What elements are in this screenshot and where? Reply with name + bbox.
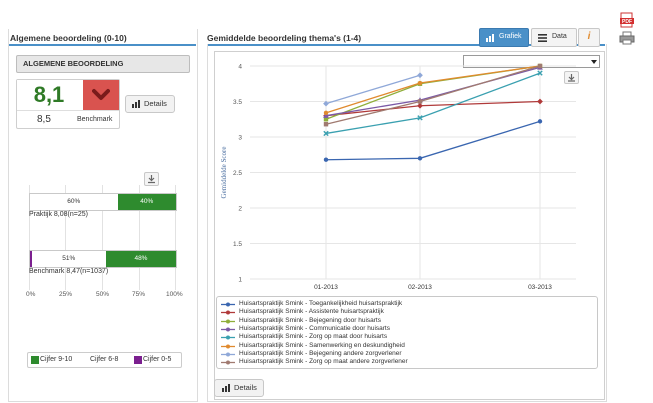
bar-chart-icon <box>132 100 140 108</box>
score-divider <box>17 110 119 111</box>
series-line <box>326 66 540 124</box>
legend-marker-icon <box>221 351 235 358</box>
y-tick-label: 3.5 <box>232 99 242 106</box>
data-point <box>418 81 422 85</box>
legend-item-label: Huisartspraktijk Smink - Bejegening door huisarts <box>239 316 381 324</box>
x-tick-label: 03-2013 <box>528 284 552 291</box>
data-point <box>324 122 328 126</box>
print-icon[interactable] <box>619 31 635 45</box>
chevron-down-icon <box>92 87 110 103</box>
legend-item-label: Huisartspraktijk Smink - Samenwerking en deskundigheid <box>239 341 405 349</box>
legend-marker-icon <box>221 326 235 333</box>
axis-tick: 50% <box>96 291 110 298</box>
benchmark-label: Benchmark <box>77 116 113 123</box>
legend-swatch-9-10 <box>31 356 39 364</box>
data-point <box>417 72 423 78</box>
info-icon[interactable]: i <box>578 28 600 47</box>
bar-chart-icon <box>222 384 230 392</box>
legend-swatch-0-5 <box>134 356 142 364</box>
legend-label-0-5: Cijfer 0-5 <box>143 356 172 363</box>
legend-marker-icon <box>221 301 235 308</box>
legend-item-label: Huisartspraktijk Smink - Toegankelijkheid huisartspraktijk <box>239 300 403 307</box>
data-point <box>324 111 328 115</box>
legend-marker-icon <box>221 318 235 325</box>
left-download-icon[interactable] <box>144 172 159 186</box>
legend-label-9-10: Cijfer 9-10 <box>40 356 73 363</box>
benchmark-bar-6-8: 51% <box>32 251 106 267</box>
right-panel-title: Gemiddelde beoordeling thema's (1-4) <box>207 33 362 43</box>
data-point <box>418 99 422 103</box>
legend-item-label: Huisartspraktijk Smink - Communicatie door huisarts <box>239 324 390 332</box>
x-tick-label: 02-2013 <box>408 284 432 291</box>
axis-tick: 0% <box>26 291 36 298</box>
pdf-export-icon[interactable] <box>619 12 635 28</box>
data-point <box>537 99 543 105</box>
right-details-label: Details <box>234 383 257 392</box>
data-point <box>324 158 328 162</box>
data-point <box>417 103 423 109</box>
overall-rating-header-label: ALGEMENE BEOORDELING <box>23 59 124 68</box>
axis-tick: 75% <box>132 291 146 298</box>
left-details-button[interactable] <box>125 95 175 113</box>
series-line <box>326 121 540 159</box>
y-tick-label: 1.5 <box>232 241 242 248</box>
legend-item-label: Huisartspraktijk Smink - Assistente huisartspraktijk <box>239 308 384 316</box>
series-line <box>326 67 540 115</box>
legend-item-label: Huisartspraktijk Smink - Bejegening andere zorgverlener <box>239 349 402 357</box>
y-tick-label: 2.5 <box>232 170 242 177</box>
list-icon <box>538 34 547 42</box>
overall-score: 8,1 <box>17 80 81 110</box>
axis-tick: 100% <box>166 291 183 298</box>
benchmark-distribution-bar <box>29 250 177 268</box>
series-line <box>326 66 540 119</box>
legend-item-label: Huisartspraktijk Smink - Zorg op maat door huisarts <box>239 333 388 341</box>
svg-text:PDF: PDF <box>622 19 632 25</box>
data-point <box>538 119 542 123</box>
left-panel-title: Algemene beoordeling (0-10) <box>10 33 127 43</box>
benchmark-bar-label: Benchmark 8,47(n=1037) <box>29 268 109 275</box>
data-point <box>418 156 422 160</box>
tab-data-label: Data <box>552 33 567 40</box>
legend-marker-icon <box>221 343 235 350</box>
legend-label-6-8: Cijfer 6-8 <box>90 356 119 363</box>
chart-legend <box>216 296 598 369</box>
score-trend-indicator <box>83 80 119 110</box>
overall-rating-header <box>16 55 190 73</box>
y-tick-label: 4 <box>238 63 242 71</box>
legend-marker-icon <box>221 359 235 366</box>
practice-bar-label: Praktijk 8,08(n=25) <box>29 211 88 218</box>
y-axis-label: Gemiddelde Score <box>220 146 228 199</box>
y-tick-label: 3 <box>238 134 242 142</box>
x-tick-label: 01-2013 <box>314 284 338 291</box>
bar-chart-icon <box>486 34 494 42</box>
legend-marker-icon <box>221 309 235 316</box>
practice-bar-6-8: 60% <box>30 194 118 210</box>
left-details-label: Details <box>144 99 167 108</box>
tab-grafiek-label: Grafiek <box>499 33 522 40</box>
practice-distribution-bar <box>29 193 177 211</box>
legend-item-label: Huisartspraktijk Smink - Zorg op maat andere zorgverlener <box>239 358 408 366</box>
practice-bar-9-10: 40% <box>118 194 176 210</box>
theme-line-chart <box>214 51 603 296</box>
score-card <box>16 79 120 129</box>
tab-grafiek[interactable] <box>479 28 529 47</box>
y-tick-label: 2 <box>238 205 242 213</box>
benchmark-bar-9-10: 48% <box>106 251 176 267</box>
legend-marker-icon <box>221 334 235 341</box>
left-legend <box>27 352 182 368</box>
tab-data[interactable] <box>531 28 577 47</box>
data-point <box>538 64 542 68</box>
right-details-button[interactable] <box>214 379 264 397</box>
axis-tick: 25% <box>59 291 73 298</box>
y-tick-label: 1 <box>238 276 242 284</box>
benchmark-value: 8,5 <box>37 114 51 125</box>
